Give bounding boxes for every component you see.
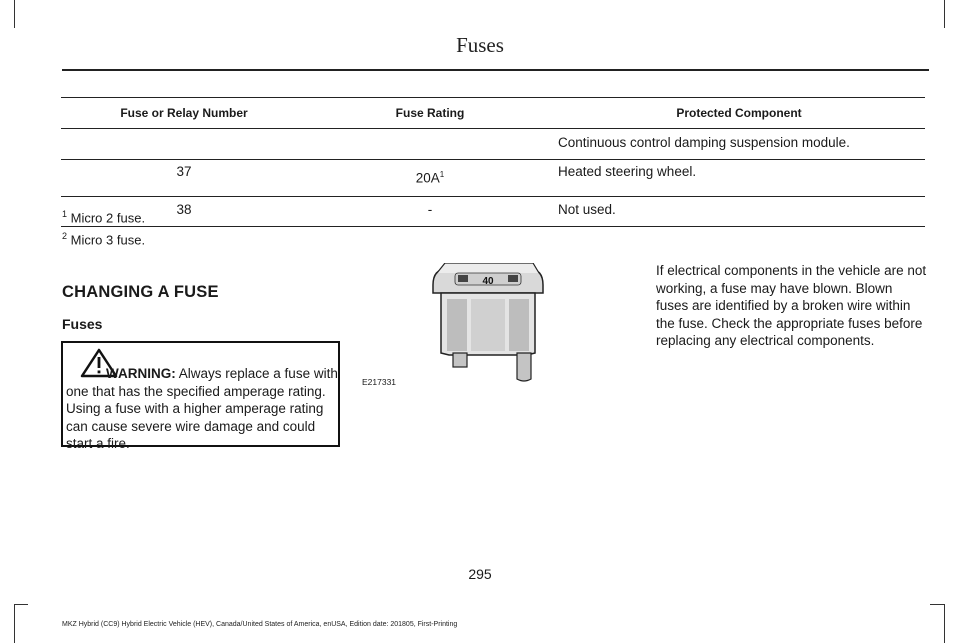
body-paragraph: If electrical components in the vehicle are not working, a fuse may have blown. Blown fuses are identified by a broken wire within the fuse. Check the appropriate fuses before replacing any electrical components.	[656, 263, 927, 348]
footer-text: MKZ Hybrid (CC9) Hybrid Electric Vehicle (HEV), Canada/United States of America, enUSA, Edition date: 201805, First-Printing	[62, 621, 458, 628]
crop-mark	[944, 0, 945, 28]
footnote-marker: 2	[62, 231, 68, 241]
footnote-text: Micro 3 fuse.	[70, 232, 146, 248]
section-heading: CHANGING A FUSE	[62, 283, 219, 301]
fuse-number	[61, 129, 307, 160]
fuse-number: 38	[61, 197, 307, 227]
section-subheading: Fuses	[62, 316, 103, 332]
figure-id: E217331	[362, 377, 397, 387]
fuse-rating: -	[307, 197, 553, 227]
crop-mark	[14, 0, 15, 28]
crop-mark	[14, 604, 28, 605]
fuse-rating-cell	[307, 160, 553, 197]
table-row	[61, 129, 925, 160]
protected-component: Heated steering wheel.	[553, 160, 925, 197]
warning-body: Always replace a fuse with one that has the specified amperage rating. Using a fuse with a higher amperage rating can cause severe wire damage and could start a fire.	[66, 366, 338, 451]
fuse-table	[61, 97, 925, 227]
column-header-component: Protected Component	[553, 98, 925, 129]
column-header-number: Fuse or Relay Number	[61, 98, 307, 129]
footnote	[62, 231, 145, 247]
protected-component: Not used.	[553, 197, 925, 227]
column-header-rating: Fuse Rating	[307, 98, 553, 129]
crop-mark	[930, 604, 944, 605]
table-row	[61, 160, 925, 197]
warning-label: WARNING:	[106, 366, 176, 381]
fuse-rating	[307, 129, 553, 160]
crop-mark	[944, 604, 945, 643]
fuse-amperage-label: 40	[482, 276, 494, 287]
mini-fuse-illustration	[425, 263, 551, 383]
footnote-text: Micro 2 fuse.	[70, 210, 146, 226]
table-row	[61, 197, 925, 227]
table-header-row	[61, 98, 925, 129]
protected-component: Continuous control damping suspension module.	[553, 129, 925, 160]
warning-text	[66, 365, 342, 453]
fuse-number: 37	[61, 160, 307, 197]
footnote	[62, 209, 145, 225]
crop-mark	[14, 604, 15, 643]
fuse-rating-footnote-ref: 1	[439, 170, 445, 179]
page-number: 295	[468, 566, 492, 582]
fuse-rating: 20A	[415, 170, 440, 186]
warning-box	[61, 341, 340, 451]
page-title: Fuses	[456, 33, 504, 57]
footnote-marker: 1	[62, 209, 68, 219]
title-rule	[62, 69, 929, 71]
